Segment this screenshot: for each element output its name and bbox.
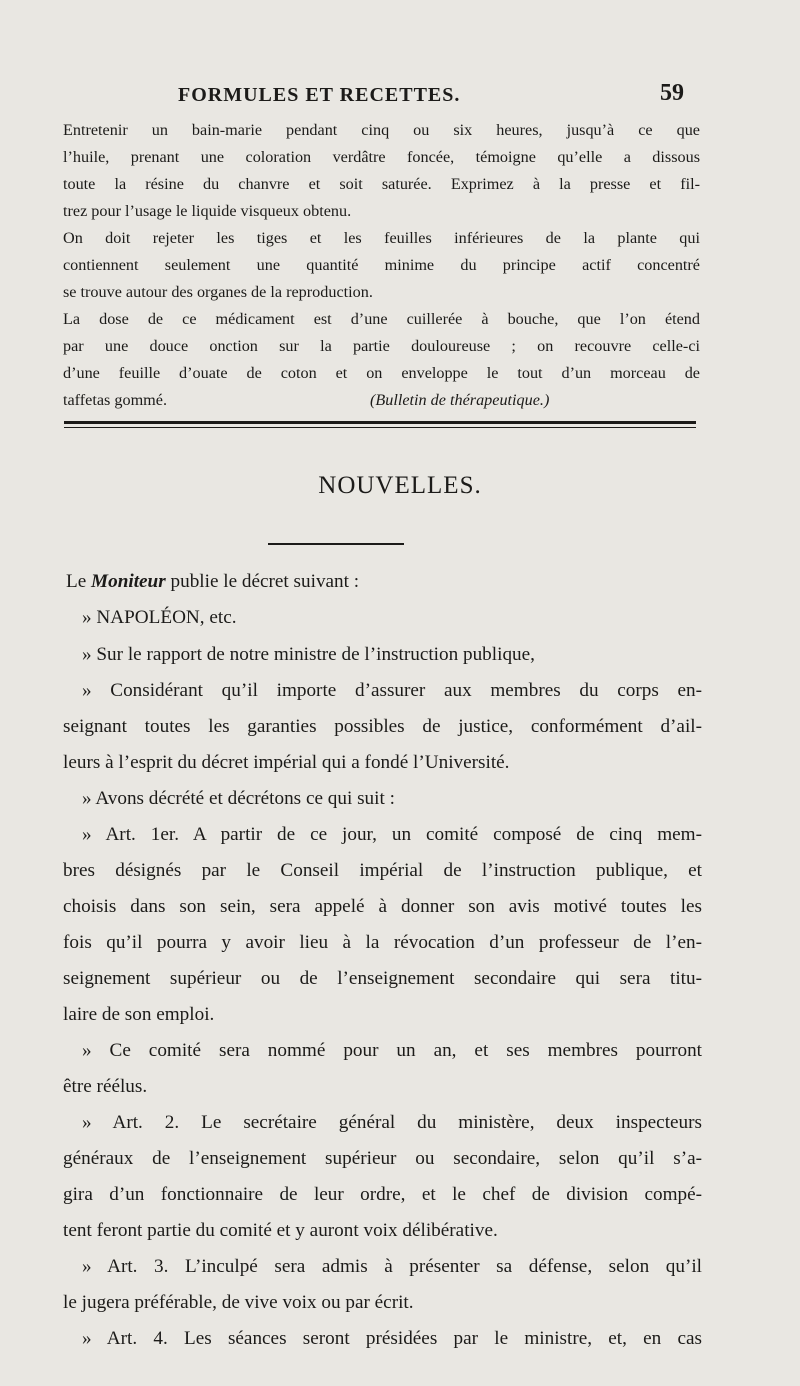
- text-line: taffetas gommé.: [63, 391, 167, 409]
- text-line: » Avons décrété et décrétons ce qui suit :: [82, 788, 395, 809]
- text-line: toute la résine du chanvre et soit saturée. Exprimez à la presse et fil-: [63, 175, 700, 193]
- section-divider-thin: [64, 427, 696, 428]
- text-line: laire de son emploi.: [63, 1004, 215, 1025]
- text-line: » Considérant qu’il importe d’assurer aux membres du corps en-: [82, 680, 702, 701]
- intro-suffix: publie le décret suivant :: [165, 571, 360, 592]
- text-line: choisis dans son sein, sera appelé à donner son avis motivé toutes les: [63, 896, 702, 917]
- text-line: » Art. 4. Les séances seront présidées par le ministre, et, en cas: [82, 1328, 702, 1349]
- text-line: seignant toutes les garanties possibles de justice, conformément d’ail-: [63, 716, 702, 737]
- text-line: bres désignés par le Conseil impérial de l’instruction publique, et: [63, 860, 702, 881]
- text-line: » NAPOLÉON, etc.: [82, 607, 237, 628]
- text-line: seignement supérieur ou de l’enseignement secondaire qui sera titu-: [63, 968, 702, 989]
- text-line: le jugera préférable, de vive voix ou par écrit.: [63, 1292, 414, 1313]
- text-line: » Art. 2. Le secrétaire général du ministère, deux inspecteurs: [82, 1112, 702, 1133]
- text-line: tent feront partie du comité et y auront voix délibérative.: [63, 1220, 498, 1241]
- text-line: l’huile, prenant une coloration verdâtre foncée, témoigne qu’elle a dissous: [63, 148, 700, 166]
- text-line: leurs à l’esprit du décret impérial qui a fondé l’Université.: [63, 752, 510, 773]
- text-line: généraux de l’enseignement supérieur ou secondaire, selon qu’il s’a-: [63, 1148, 702, 1169]
- section-divider-thick: [64, 421, 696, 424]
- text-line: Entretenir un bain-marie pendant cinq ou six heures, jusqu’à ce que: [63, 121, 700, 139]
- text-line: » Art. 3. L’inculpé sera admis à présenter sa défense, selon qu’il: [82, 1256, 702, 1277]
- text-line: On doit rejeter les tiges et les feuilles inférieures de la plante qui: [63, 229, 700, 247]
- page-number: 59: [660, 80, 684, 106]
- text-line: se trouve autour des organes de la reproduction.: [63, 283, 373, 301]
- text-line: » Sur le rapport de notre ministre de l’instruction publique,: [82, 644, 535, 665]
- news-intro: [66, 564, 705, 600]
- text-line: être réélus.: [63, 1076, 148, 1097]
- citation: (Bulletin de thérapeutique.): [370, 391, 550, 409]
- running-title: FORMULES ET RECETTES.: [178, 84, 461, 106]
- running-header: [0, 80, 800, 112]
- text-line: La dose de ce médicament est d’une cuillerée à bouche, que l’on étend: [63, 310, 700, 328]
- text-line: par une douce onction sur la partie douloureuse ; on recouvre celle-ci: [63, 337, 700, 355]
- text-line: d’une feuille d’ouate de coton et on enveloppe le tout d’un morceau de: [63, 364, 700, 382]
- text-line: gira d’un fonctionnaire de leur ordre, et le chef de division compé-: [63, 1184, 702, 1205]
- section-title: NOUVELLES.: [318, 472, 482, 499]
- title-underline: [268, 543, 404, 545]
- text-line: fois qu’il pourra y avoir lieu à la révocation d’un professeur de l’en-: [63, 932, 702, 953]
- journal-name: Moniteur: [91, 571, 166, 592]
- text-line: » Art. 1er. A partir de ce jour, un comité composé de cinq mem-: [82, 824, 702, 845]
- text-line: trez pour l’usage le liquide visqueux obtenu.: [63, 202, 352, 220]
- text-line: » Ce comité sera nommé pour un an, et ses membres pourront: [82, 1040, 702, 1061]
- intro-prefix: Le: [66, 571, 92, 592]
- text-line: contiennent seulement une quantité minime du principe actif concentré: [63, 256, 700, 274]
